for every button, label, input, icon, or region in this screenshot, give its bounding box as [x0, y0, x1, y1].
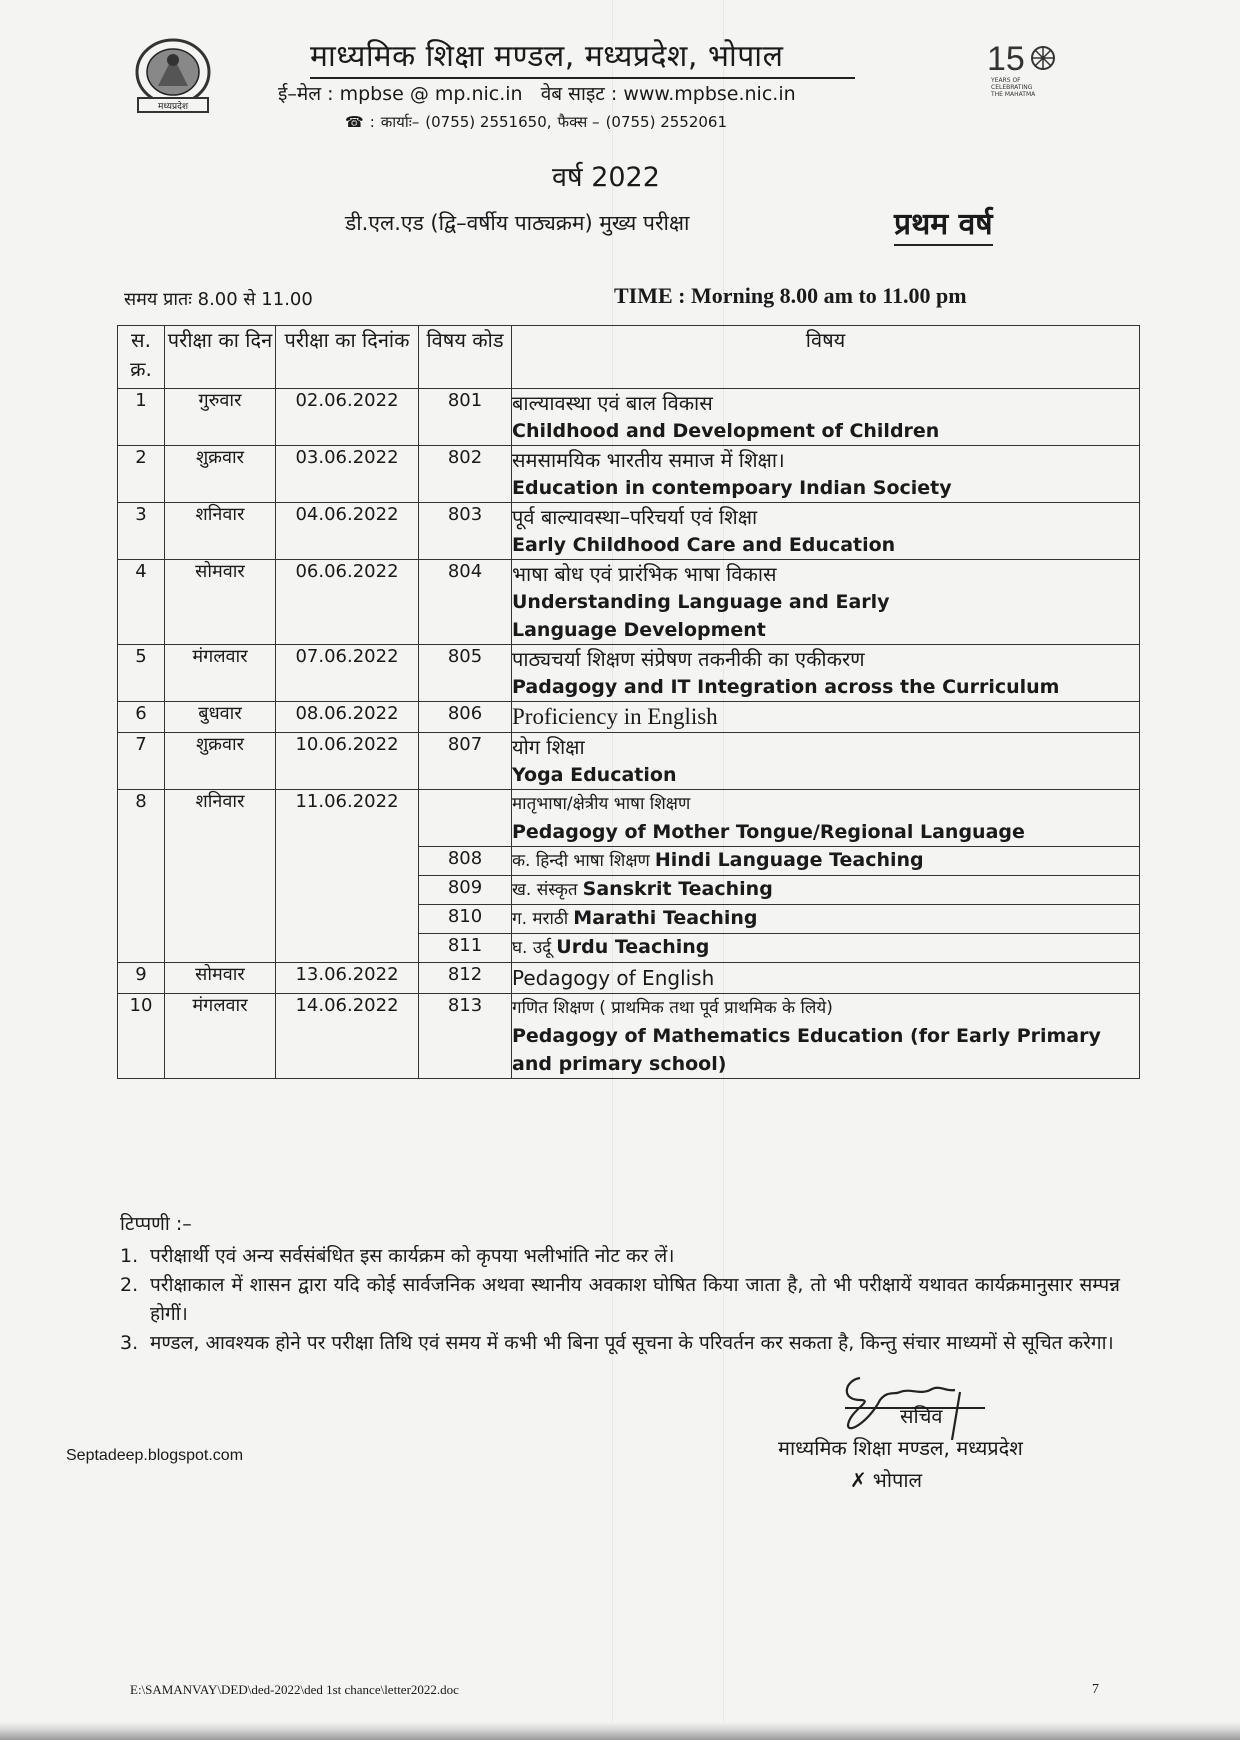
fax-number: (0755) 2552061 — [605, 113, 728, 131]
svg-text:CELEBRATING: CELEBRATING — [991, 84, 1033, 91]
signatory-role: सचिव — [900, 1404, 943, 1428]
subject-hindi: पूर्व बाल्यावस्था–परिचर्या एवं शिक्षा — [512, 505, 758, 529]
code-cell: 807 — [419, 733, 512, 790]
exam-year: वर्ष 2022 — [552, 162, 660, 193]
office-label: कार्याः– — [380, 113, 420, 131]
subject-hindi: मातृभाषा/क्षेत्रीय भाषा शिक्षण — [512, 794, 691, 814]
organization-title: माध्यमिक शिक्षा मण्डल, मध्यप्रदेश, भोपाल — [310, 34, 855, 79]
subject-hindi: योग शिक्षा — [512, 735, 585, 759]
subject-hindi: ग. मराठी — [512, 909, 569, 929]
subject-english: Marathi Teaching — [573, 907, 758, 929]
table-row — [118, 503, 1140, 560]
table-row — [118, 790, 1140, 847]
note-number: 1. — [120, 1245, 139, 1267]
subject-cell — [512, 503, 1140, 560]
note-number: 2. — [120, 1274, 139, 1296]
exam-schedule-table — [117, 325, 1140, 1079]
code-cell: 811 — [419, 934, 512, 963]
code-cell: 801 — [419, 389, 512, 446]
subject-hindi: बाल्यावस्था एवं बाल विकास — [512, 391, 713, 415]
subject-cell — [512, 876, 1140, 905]
subject-cell — [512, 446, 1140, 503]
subject-english: Early Childhood Care and Education — [512, 534, 896, 556]
page-number: 7 — [1092, 1682, 1099, 1697]
code-cell: 806 — [419, 702, 512, 733]
header-serial: स. क्र. — [118, 326, 165, 389]
code-cell — [419, 790, 512, 847]
header-date: परीक्षा का दिनांक — [276, 326, 419, 389]
note-number: 3. — [120, 1332, 139, 1354]
office-phone: (0755) 2551650, — [425, 113, 552, 131]
subject-hindi: पाठ्यचर्या शिक्षण संप्रेषण तकनीकी का एकीकरण — [512, 647, 865, 671]
day-cell: शनिवार — [165, 503, 276, 560]
code-cell: 810 — [419, 905, 512, 934]
time-english: TIME : Morning 8.00 am to 11.00 pm — [614, 283, 967, 308]
subject-english: Childhood and Development of Children — [512, 420, 940, 442]
date-cell: 03.06.2022 — [276, 446, 419, 503]
table-row — [118, 963, 1140, 994]
day-cell: शनिवार — [165, 790, 276, 963]
svg-text:YEARS OF: YEARS OF — [991, 77, 1021, 84]
svg-text:मध्यप्रदेश: मध्यप्रदेश — [157, 102, 189, 112]
subject-hindi: ख. संस्कृत — [512, 880, 578, 900]
subject-hindi: गणित शिक्षण ( प्राथमिक तथा पूर्व प्राथमिक के लिये) — [512, 998, 833, 1018]
svg-text:15: 15 — [987, 40, 1025, 78]
serial-cell: 10 — [118, 994, 165, 1079]
note-item — [120, 1242, 1120, 1271]
fax-label: फैक्स – — [557, 113, 600, 131]
code-cell: 804 — [419, 560, 512, 645]
time-hindi: समय प्रातः 8.00 से 11.00 — [124, 289, 313, 310]
note-text: परीक्षाकाल में शासन द्वारा यदि कोई सार्वजनिक अथवा स्थानीय अवकाश घोषित किया जाता है, तो भी परीक्षायें यथावत कार्यक्रमानुसार सम्पन्न होगीं। — [150, 1274, 1120, 1325]
code-cell: 812 — [419, 963, 512, 994]
day-cell: बुधवार — [165, 702, 276, 733]
subject-english: Hindi Language Teaching — [654, 849, 924, 871]
table-header-row — [118, 326, 1140, 389]
date-cell: 13.06.2022 — [276, 963, 419, 994]
serial-cell: 5 — [118, 645, 165, 702]
day-cell: गुरुवार — [165, 389, 276, 446]
note-text: परीक्षार्थी एवं अन्य सर्वसंबंधित इस कार्यक्रम को कृपया भलीभांति नोट कर लें। — [150, 1245, 675, 1267]
subject-hindi: क. हिन्दी भाषा शिक्षण — [512, 851, 650, 871]
email-label: ई–मेल — [278, 83, 322, 105]
subject-english: Education in contempoary Indian Society — [512, 477, 952, 499]
subject-english: Padagogy and IT Integration across the Curriculum — [512, 676, 1060, 698]
subject-english: Understanding Language and Early Language Development — [512, 591, 890, 641]
header-code: विषय कोड — [419, 326, 512, 389]
subject-english: Proficiency in English — [512, 704, 718, 729]
notes-section — [120, 1210, 1120, 1358]
website-label: वेब साइट — [540, 83, 605, 105]
table-row — [118, 733, 1140, 790]
svg-text:THE MAHATMA: THE MAHATMA — [991, 91, 1036, 98]
serial-cell: 1 — [118, 389, 165, 446]
gandhi-150-logo-icon — [985, 38, 1065, 98]
city-text: भोपाल — [872, 1468, 923, 1492]
board-emblem-icon — [128, 36, 218, 116]
subject-english: Sanskrit Teaching — [582, 878, 773, 900]
subject-cell — [512, 389, 1140, 446]
serial-cell: 7 — [118, 733, 165, 790]
subject-hindi: समसामयिक भारतीय समाज में शिक्षा। — [512, 448, 785, 472]
code-cell: 808 — [419, 847, 512, 876]
subject-cell — [512, 994, 1140, 1079]
phone-line: ☎ : कार्याः– (0755) 2551650, फैक्स – (0755) 2552061 — [345, 113, 728, 131]
contact-line: ई–मेल : mpbse @ mp.nic.in वेब साइट : www.mpbse.nic.in — [278, 83, 796, 105]
subject-cell — [512, 560, 1140, 645]
code-cell: 809 — [419, 876, 512, 905]
code-cell: 805 — [419, 645, 512, 702]
subject-english: Pedagogy of Mathematics Education (for Early Primary and primary school) — [512, 1025, 1101, 1075]
date-cell: 04.06.2022 — [276, 503, 419, 560]
subject-cell — [512, 905, 1140, 934]
serial-cell: 2 — [118, 446, 165, 503]
subject-english: Pedagogy of Mother Tongue/Regional Language — [512, 821, 1025, 843]
scan-edge — [0, 1722, 1240, 1740]
subject-cell — [512, 790, 1140, 847]
table-row — [118, 446, 1140, 503]
code-cell: 813 — [419, 994, 512, 1079]
initial-mark-icon: ✗ — [850, 1467, 867, 1492]
table-row — [118, 645, 1140, 702]
serial-cell: 9 — [118, 963, 165, 994]
exam-title: डी.एल.एड (द्वि–वर्षीय पाठ्यक्रम) मुख्य परीक्षा — [345, 211, 690, 235]
subject-cell — [512, 733, 1140, 790]
day-cell: शुक्रवार — [165, 446, 276, 503]
serial-cell: 4 — [118, 560, 165, 645]
date-cell: 07.06.2022 — [276, 645, 419, 702]
day-cell: शुक्रवार — [165, 733, 276, 790]
date-cell: 14.06.2022 — [276, 994, 419, 1079]
subject-hindi: भाषा बोध एवं प्रारंभिक भाषा विकास — [512, 562, 777, 586]
watermark-text: Septadeep.blogspot.com — [66, 1447, 244, 1464]
table-row — [118, 702, 1140, 733]
day-cell: सोमवार — [165, 963, 276, 994]
telephone-icon: ☎ — [345, 113, 364, 131]
table-row — [118, 994, 1140, 1079]
subject-english: Pedagogy of English — [512, 966, 715, 990]
date-cell: 08.06.2022 — [276, 702, 419, 733]
subject-cell — [512, 963, 1140, 994]
subject-cell — [512, 847, 1140, 876]
subject-cell — [512, 645, 1140, 702]
year-label: प्रथम वर्ष — [894, 202, 993, 246]
table-row — [118, 560, 1140, 645]
signatory-city — [850, 1466, 922, 1493]
notes-title: टिप्पणी :– — [120, 1213, 192, 1235]
subject-cell — [512, 934, 1140, 963]
file-path: E:\SAMANVAY\DED\ded-2022\ded 1st chance\letter2022.doc — [130, 1682, 459, 1697]
code-cell: 803 — [419, 503, 512, 560]
header-subject: विषय — [512, 326, 1140, 389]
date-cell: 10.06.2022 — [276, 733, 419, 790]
day-cell: मंगलवार — [165, 994, 276, 1079]
subject-english: Yoga Education — [512, 764, 677, 786]
subject-hindi: घ. उर्दू — [512, 938, 552, 958]
serial-cell: 3 — [118, 503, 165, 560]
website-url: www.mpbse.nic.in — [623, 83, 796, 105]
serial-cell: 6 — [118, 702, 165, 733]
date-cell: 02.06.2022 — [276, 389, 419, 446]
serial-cell: 8 — [118, 790, 165, 963]
date-cell: 11.06.2022 — [276, 790, 419, 963]
email-address: mpbse @ mp.nic.in — [339, 83, 523, 105]
note-item — [120, 1271, 1120, 1329]
subject-english: Urdu Teaching — [556, 936, 710, 958]
day-cell: सोमवार — [165, 560, 276, 645]
note-text: मण्डल, आवश्यक होने पर परीक्षा तिथि एवं समय में कभी भी बिना पूर्व सूचना के परिवर्तन कर सकता है, किन्तु संचार माध्यमों से सूचित करेगा। — [150, 1332, 1114, 1354]
day-cell: मंगलवार — [165, 645, 276, 702]
subject-cell — [512, 702, 1140, 733]
header-day: परीक्षा का दिन — [165, 326, 276, 389]
table-row — [118, 389, 1140, 446]
date-cell: 06.06.2022 — [276, 560, 419, 645]
code-cell: 802 — [419, 446, 512, 503]
signatory-organization: माध्यमिक शिक्षा मण्डल, मध्यप्रदेश — [778, 1436, 1023, 1460]
note-item — [120, 1329, 1120, 1358]
